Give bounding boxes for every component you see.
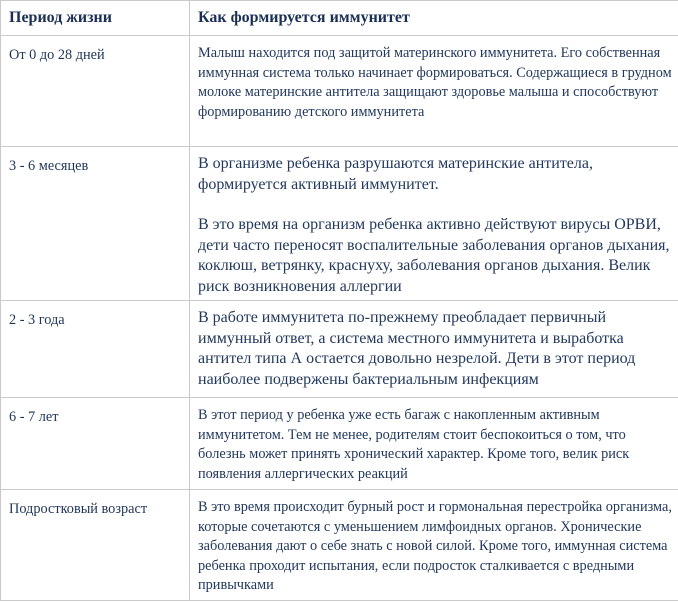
table-row bbox=[1, 398, 678, 490]
table-row bbox=[1, 301, 678, 398]
table-row bbox=[1, 490, 678, 601]
description-cell bbox=[190, 147, 678, 301]
description-cell bbox=[190, 301, 678, 398]
description-text: В это время на организм ребенка активно действуют вирусы ОРВИ, дети часто переносят воспалительные заболевания органов дыхания, коклюш, ветрянку, краснуху, заболевания органов дыхания. Велик риск возникновения аллергии bbox=[198, 216, 670, 295]
description-cell bbox=[190, 36, 678, 147]
period-cell: 2 - 3 года bbox=[1, 301, 190, 398]
header-period: Период жизни bbox=[1, 1, 190, 36]
description-cell bbox=[190, 490, 678, 601]
description-cell bbox=[190, 398, 678, 490]
header-formation: Как формируется иммунитет bbox=[190, 1, 678, 36]
description-text: В это время происходит бурный рост и гормональная перестройка организма, которые сочетаются с уменьшением лимфоидных органов. Хронические заболевания дают о себе знать с новой силой. Кроме того, иммунная система ребенка проходит испытания, если подросток сталкивается с вредными привычками bbox=[198, 499, 672, 593]
period-cell: Подростковый возраст bbox=[1, 490, 190, 601]
header-row bbox=[1, 1, 678, 36]
description-text: В организме ребенка разрушаются материнские антитела, формируется активный иммунитет. bbox=[198, 155, 593, 193]
period-cell: 6 - 7 лет bbox=[1, 398, 190, 490]
description-text: В этот период у ребенка уже есть багаж с накопленным активным иммунитетом. Тем не менее, родителям стоит беспокоиться о том, что болезнь может принять хронический характер. Кроме того, велик риск появления аллергических реакций bbox=[198, 407, 630, 482]
table-row bbox=[1, 147, 678, 301]
table-row bbox=[1, 36, 678, 147]
description-text: Малыш находится под защитой материнского иммунитета. Его собственная иммунная система только начинает формироваться. Содержащиеся в грудном молоке материнские антитела защищают здоровье малыша и способствуют формированию детского иммунитета bbox=[198, 45, 672, 120]
period-cell: 3 - 6 месяцев bbox=[1, 147, 190, 301]
description-text: В работе иммунитета по-прежнему преобладает первичный иммунный ответ, а система местного иммунитета и выработка антител типа А остается довольно незрелой. Дети в этот период наиболее подвержены бактериальным инфекциям bbox=[198, 309, 636, 388]
period-cell: От 0 до 28 дней bbox=[1, 36, 190, 147]
